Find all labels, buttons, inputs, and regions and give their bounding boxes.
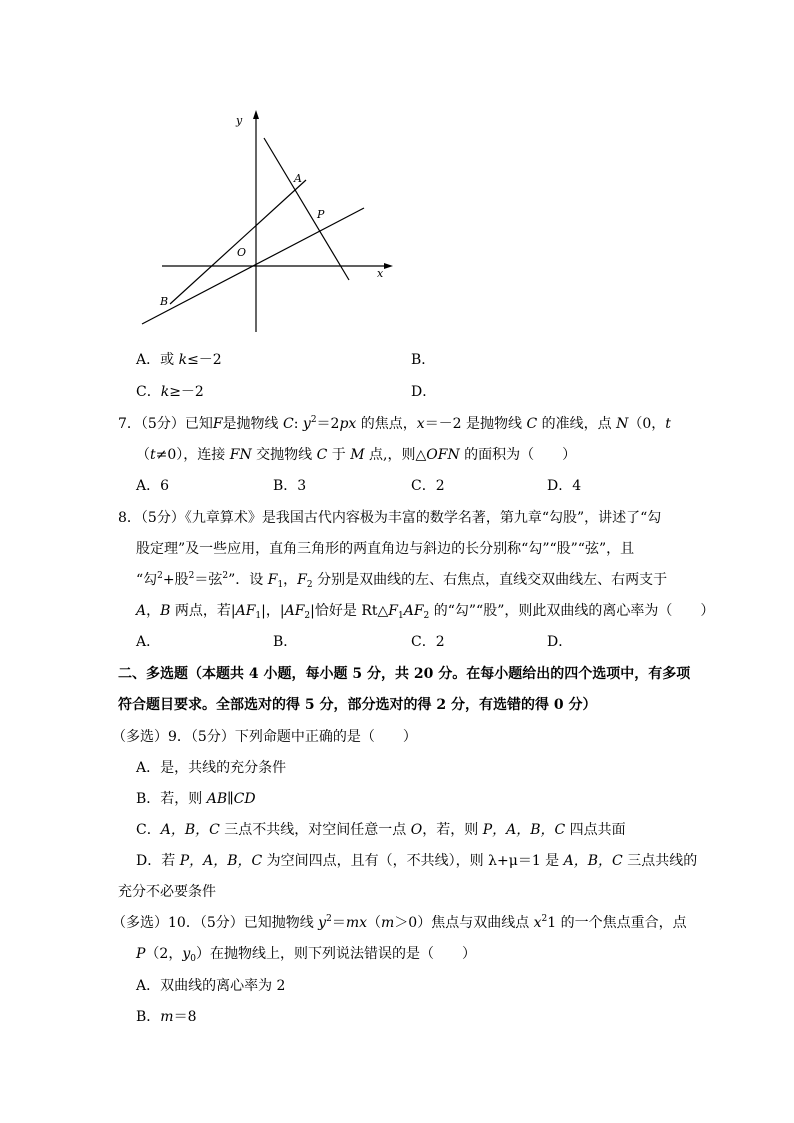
q6-option-c[interactable]: C．k≥－2	[136, 384, 204, 400]
label-x: x	[377, 267, 384, 280]
x-axis-arrow	[384, 263, 393, 269]
q7-option-c[interactable]: C．2	[411, 478, 445, 494]
label-y: y	[236, 114, 243, 127]
q8-option-c[interactable]: C．2	[411, 634, 445, 650]
q6-option-a[interactable]: A．或 k≤－2	[136, 352, 222, 368]
q8-option-a[interactable]: A．	[136, 634, 161, 650]
q7-option-b[interactable]: B．3	[273, 478, 307, 494]
coordinate-figure	[130, 108, 400, 340]
q8-option-d[interactable]: D．	[547, 634, 573, 650]
q7-option-a[interactable]: A．6	[136, 478, 170, 494]
line-ap	[264, 138, 349, 280]
y-axis-arrow	[253, 110, 259, 119]
label-o: O	[237, 246, 247, 259]
label-b: B	[160, 295, 169, 308]
q8-option-b[interactable]: B．	[273, 634, 298, 650]
line-ab	[170, 180, 306, 304]
q6-option-b[interactable]: B．	[411, 352, 436, 368]
label-a: A	[294, 172, 302, 185]
q6-option-d[interactable]: D．	[411, 384, 437, 400]
q7-option-d[interactable]: D．4	[547, 478, 582, 494]
label-p: P	[317, 208, 325, 221]
